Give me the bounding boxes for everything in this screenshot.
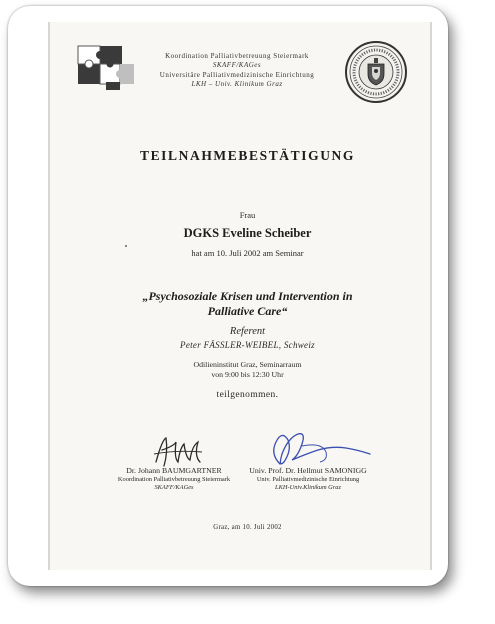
signatory-2-role: Univ. Palliativmedizinische Einrichtung bbox=[256, 476, 360, 483]
attendance-line: hat am 10. Juli 2002 am Seminar bbox=[191, 248, 304, 258]
location-line1: Odilieninstitut Graz, Seminarraum bbox=[193, 360, 302, 369]
signatory-1-name: Dr. Johann BAUMGARTNER bbox=[126, 466, 222, 475]
recipient-name: DGKS Eveline Scheiber bbox=[183, 226, 312, 240]
seminar-title-line1: „Psychosoziale Krisen und Intervention in bbox=[142, 289, 353, 303]
signature-samonigg bbox=[262, 424, 374, 472]
signature-baumgartner bbox=[152, 432, 204, 470]
referent-name: Peter FÄSSLER-WEIBEL, Schweiz bbox=[180, 340, 315, 350]
closing-text: teilgenommen. bbox=[216, 390, 279, 400]
signatory-2-name: Univ. Prof. Dr. Hellmut SAMONIGG bbox=[249, 466, 367, 475]
speck bbox=[125, 245, 127, 247]
signatory-1-org: SKAFF/KAGes bbox=[154, 484, 194, 491]
header-org-line4: LKH – Univ. Klinikum Graz bbox=[191, 80, 283, 88]
referent-label: Referent bbox=[229, 326, 266, 337]
issue-date: Graz, am 10. Juli 2002 bbox=[213, 524, 282, 531]
location-line2: von 9:00 bis 12:30 Uhr bbox=[211, 370, 284, 379]
header-org-line3: Universitäre Palliativmedizinische Einrichtung bbox=[159, 71, 315, 79]
university-seal-icon bbox=[344, 40, 408, 104]
signatory-1-role: Koordination Palliativbetreuung Steiermark bbox=[117, 476, 231, 483]
signatory-2-org: LKH-Univ.Klinikum Graz bbox=[275, 484, 341, 491]
salutation: Frau bbox=[239, 210, 256, 220]
puzzle-logo-icon bbox=[76, 44, 136, 92]
seminar-title-line2: Palliative Care“ bbox=[207, 304, 288, 318]
header-org-line1: Koordination Palliativbetreuung Steiermark bbox=[165, 52, 309, 60]
certificate-title: TEILNAHMEBESTÄTIGUNG bbox=[139, 148, 356, 163]
header-org-line2: SKAFF/KAGes bbox=[212, 61, 262, 69]
